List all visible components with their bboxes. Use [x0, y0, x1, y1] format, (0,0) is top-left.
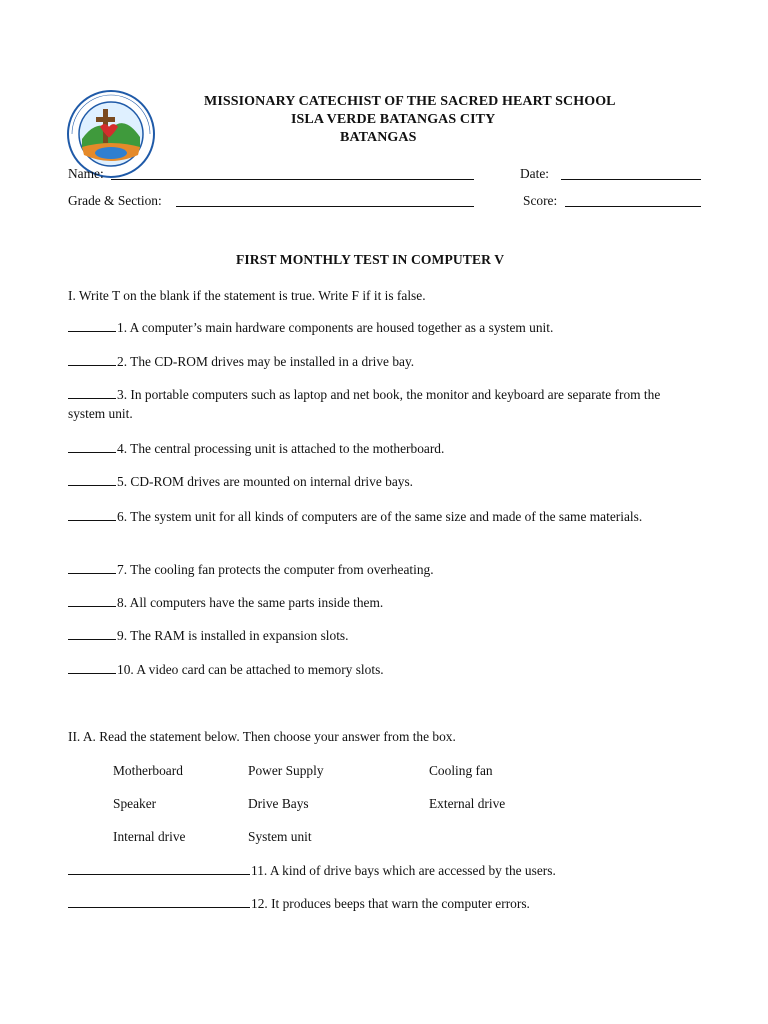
list-item: 11. A kind of drive bays which are accessed by the users.: [68, 861, 556, 880]
choice-item: Drive Bays: [248, 796, 309, 811]
answer-blank[interactable]: [68, 628, 116, 640]
list-item: 9. The RAM is installed in expansion slots.: [68, 626, 348, 645]
list-item: 3. In portable computers such as laptop and net book, the monitor and keyboard are separate from the system unit.: [68, 387, 661, 421]
list-item: 12. It produces beeps that warn the computer errors.: [68, 894, 530, 913]
answer-blank[interactable]: [68, 441, 116, 453]
answer-blank[interactable]: [68, 387, 116, 399]
school-address: ISLA VERDE BATANGAS CITY: [291, 112, 496, 127]
grade-section-label: Grade & Section:: [68, 193, 162, 208]
answer-blank[interactable]: [68, 474, 116, 486]
date-field[interactable]: [561, 179, 701, 180]
choice-item: Internal drive: [113, 829, 186, 844]
list-item: 5. CD-ROM drives are mounted on internal drive bays.: [68, 472, 413, 491]
part1-instruction: I. Write T on the blank if the statement is true. Write F if it is false.: [68, 288, 426, 303]
answer-blank[interactable]: [68, 354, 116, 366]
name-label: Name:: [68, 166, 104, 181]
list-item: 1. A computer’s main hardware components are housed together as a system unit.: [68, 318, 553, 337]
choice-item: Speaker: [113, 796, 157, 811]
answer-blank[interactable]: [68, 896, 250, 908]
date-label: Date:: [520, 166, 549, 181]
test-title: FIRST MONTHLY TEST IN COMPUTER V: [236, 252, 505, 267]
score-label: Score:: [523, 193, 558, 208]
answer-blank[interactable]: [68, 662, 116, 674]
choice-item: Cooling fan: [429, 763, 493, 778]
list-item: 4. The central processing unit is attached to the motherboard.: [68, 439, 444, 458]
answer-blank[interactable]: [68, 595, 116, 607]
answer-blank[interactable]: [68, 562, 116, 574]
list-item: 8. All computers have the same parts inside them.: [68, 593, 383, 612]
list-item: 2. The CD-ROM drives may be installed in a drive bay.: [68, 352, 414, 371]
list-item: 10. A video card can be attached to memory slots.: [68, 660, 384, 679]
school-province: BATANGAS: [340, 130, 417, 145]
answer-blank[interactable]: [68, 509, 116, 521]
choice-item: System unit: [248, 829, 312, 844]
answer-blank[interactable]: [68, 320, 116, 332]
choice-item: External drive: [429, 796, 506, 811]
score-field[interactable]: [565, 206, 701, 207]
list-item: 6. The system unit for all kinds of computers are of the same size and made of the same materials.: [68, 507, 678, 526]
choice-item: Power Supply: [248, 763, 324, 778]
name-field[interactable]: [111, 179, 474, 180]
choice-item: Motherboard: [113, 763, 183, 778]
list-item: 7. The cooling fan protects the computer from overheating.: [68, 560, 434, 579]
part2-instruction: II. A. Read the statement below. Then choose your answer from the box.: [68, 729, 456, 744]
grade-section-field[interactable]: [176, 206, 474, 207]
answer-blank[interactable]: [68, 863, 250, 875]
school-name: MISSIONARY CATECHIST OF THE SACRED HEART SCHOOL: [204, 94, 616, 109]
